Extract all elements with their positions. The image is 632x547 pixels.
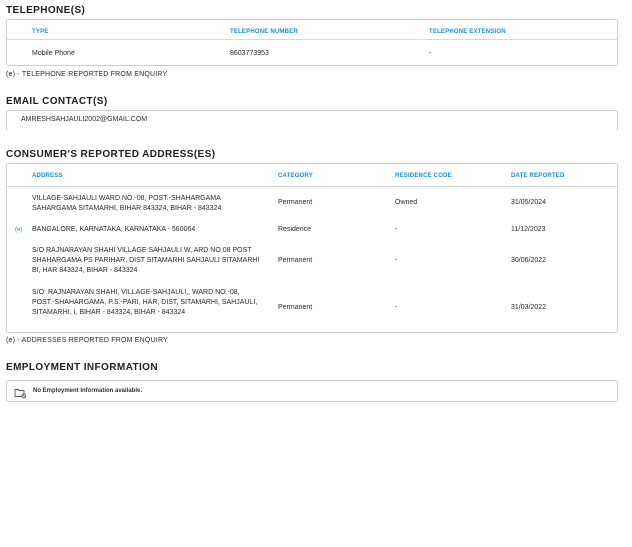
phone-type: Mobile Phone	[32, 50, 75, 57]
address-row-2-residence: -	[395, 226, 398, 233]
address-row-3-date: 30/06/2022	[511, 257, 547, 264]
phone-extension: -	[429, 50, 432, 57]
address-row-4-residence: -	[395, 304, 398, 311]
employment-empty-message: No Employment Information available.	[33, 388, 143, 394]
folder-icon	[14, 386, 27, 398]
telephones-table	[6, 19, 618, 66]
address-row-2-category: Residence	[278, 226, 312, 233]
addresses-note: (e) - ADDRESSES REPORTED FROM ENQUIRY	[6, 337, 168, 344]
emails-title: EMAIL CONTACT(S)	[6, 96, 108, 107]
address-row-1-address: VILLAGE-SAHJAULI WARD NO.-08, POST.-SHAHARGAMA SAHARGAMA SITAMARHI, BIHAR 843324, BIHAR - 843324	[32, 195, 222, 212]
phone-number: 8603773953	[230, 50, 269, 57]
col-header-type: TYPE	[32, 29, 49, 35]
address-row-2-address: BANGALORE, KARNATAKA, KARNATAKA - 560064	[32, 226, 196, 233]
enquiry-tag: (e)	[15, 227, 23, 233]
employment-title: EMPLOYMENT INFORMATION	[6, 362, 158, 373]
addresses-table	[6, 163, 618, 333]
address-row-4-category: Permanent	[278, 304, 313, 311]
email-value: AMRESHSAHJAULI2002@GMAIL.COM	[21, 116, 148, 123]
address-row-4-date: 31/03/2022	[511, 304, 547, 311]
col-header-address: ADDRESS	[32, 173, 63, 179]
col-header-residence: RESIDENCE CODE	[395, 173, 452, 179]
address-row-3-address: S/O RAJNARAYAN SHAHI VILLAGE SAHJAULI W, ARD NO 08 POST SHAHARGAMA PS PARIHAR, DIST SITAMARHI SAHJAULI SITAMARHI BI, HAR 843324, BIHAR - 843324	[32, 247, 260, 274]
col-header-date: DATE REPORTED	[511, 173, 565, 179]
address-row-3-category: Permanent	[278, 257, 313, 264]
emails-table	[6, 110, 618, 130]
telephones-note: (e) - TELEPHONE REPORTED FROM ENQUIRY	[6, 71, 168, 78]
col-header-extension: TELEPHONE EXTENSION	[429, 29, 506, 35]
employment-box	[6, 380, 618, 402]
address-row-1-date: 31/05/2024	[511, 199, 547, 206]
col-header-number: TELEPHONE NUMBER	[230, 29, 298, 35]
telephones-title: TELEPHONE(S)	[6, 5, 86, 16]
address-row-3-residence: -	[395, 257, 398, 264]
address-row-1-residence: Owned	[395, 199, 418, 206]
address-row-1-category: Permanent	[278, 199, 313, 206]
address-row-2-date: 11/12/2023	[511, 226, 546, 233]
col-header-category: CATEGORY	[278, 173, 313, 179]
address-row-4-address: S/O: RAJNARAYAN SHAHI, VILLAGE-SAHJAULI,, WARD NO.-08, POST.-SHAHARGAMA, P.S.-PARI, HAR, DIST, SITAMARHI, SAHJAULI, SITAMARHI, I, BIHAR - 843324, BIHAR - 843324	[32, 289, 258, 316]
addresses-title: CONSUMER'S REPORTED ADDRESS(ES)	[6, 149, 216, 160]
